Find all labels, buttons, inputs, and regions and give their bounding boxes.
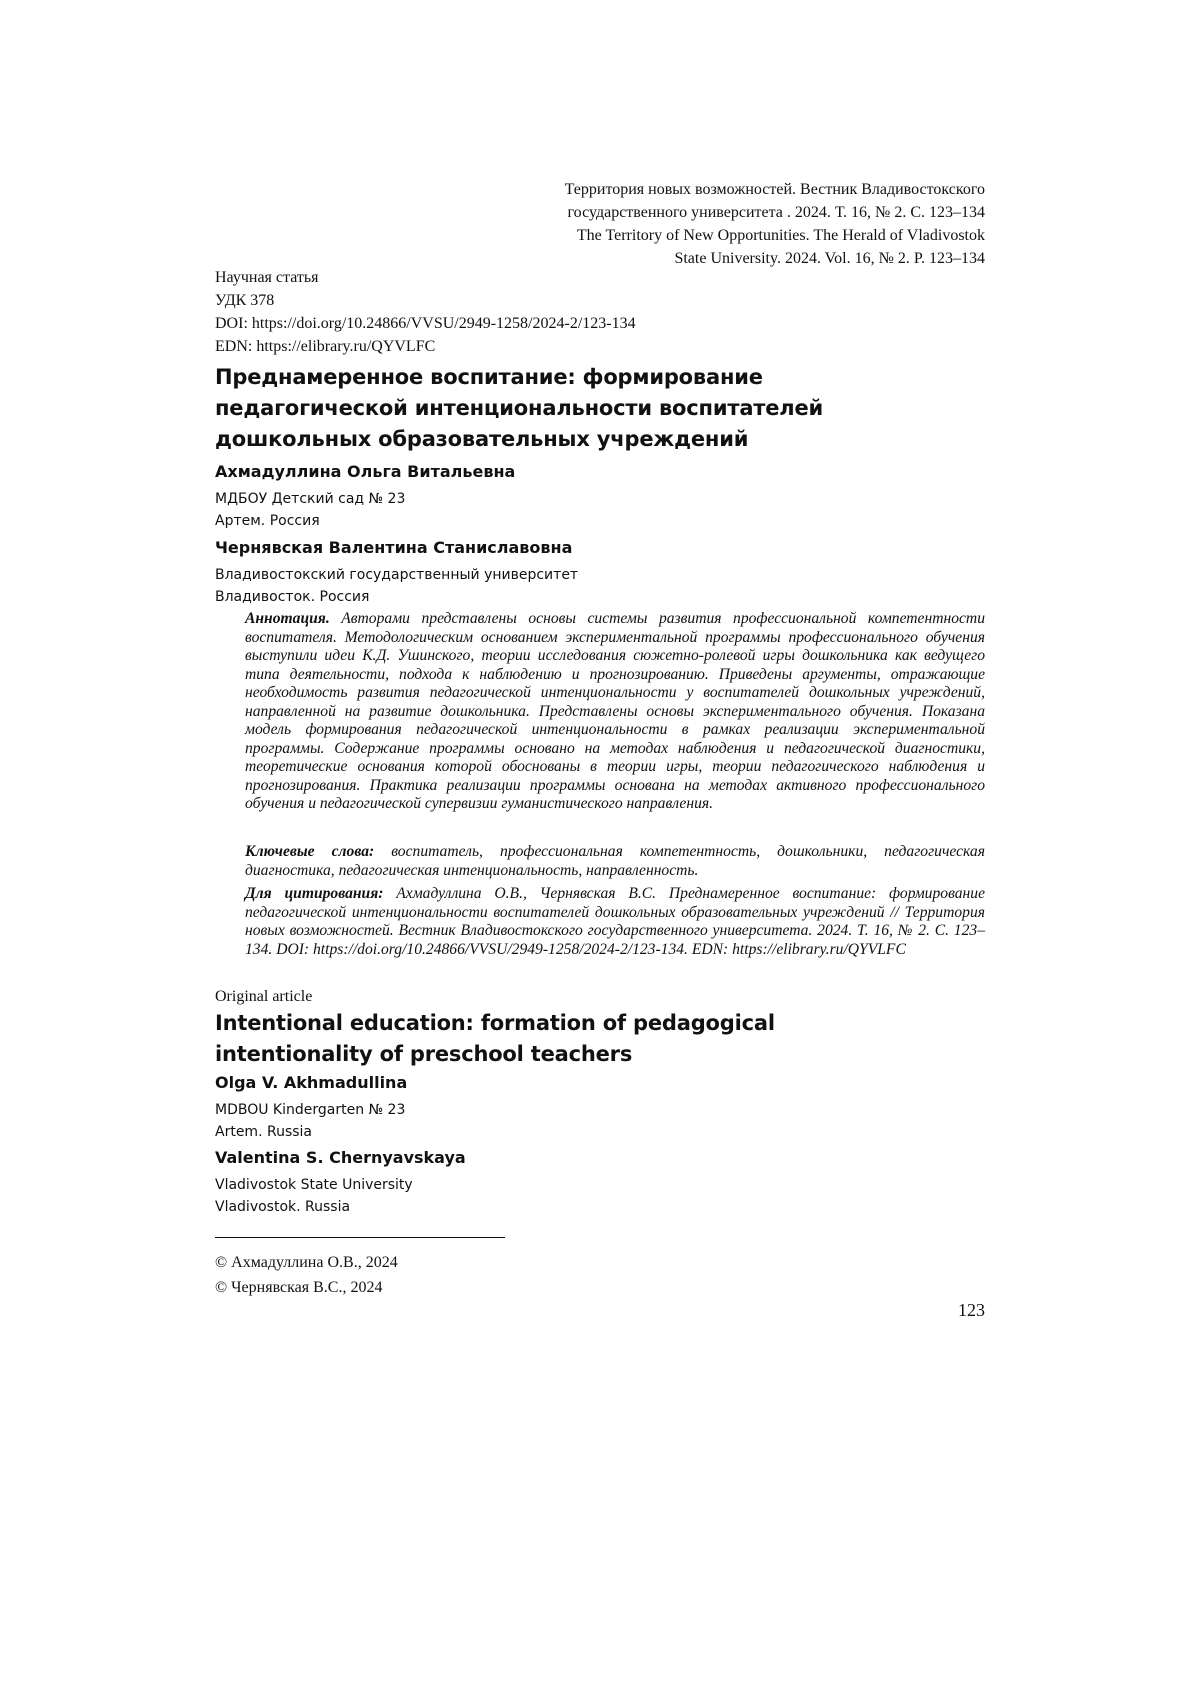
author-affiliation — [215, 1099, 405, 1143]
journal-header-line: The Territory of New Opportunities. The Herald of Vladivostok — [500, 224, 985, 247]
author-affiliation — [215, 1174, 413, 1218]
affiliation-org: Vladivostok State University — [215, 1174, 413, 1196]
abstract-text: Авторами представлены основы системы развития профессиональной компетентности воспитателя. Методологическим основанием экспериментальной программы профессионального обучения выступили идеи К.Д. Ушинского, теории исследования сюжетно-ролевой игры дошкольника как ведущего типа деятельности, подхода к наблюдению и прогнозированию. Приведены аргументы, отражающие необходимость развития педагогической интенциональности у воспитателей дошкольных учреждений, направленной на развитие дошкольника. Представлены основы экспериментального обучения. Показана модель формирования педагогической интенциональности в рамках реализации экспериментальной программы. Содержание программы основано на методах наблюдения и педагогической диагностики, теоретические основания которой обоснованы в теории игры, теории педагогического наблюдения и прогнозирования. Практика реализации программы основана на методах активного профессионального обучения и педагогической супервизии гуманистического направления. — [245, 610, 985, 812]
author-affiliation — [215, 488, 405, 532]
author-name: Olga V. Akhmadullina — [215, 1073, 407, 1092]
affiliation-city: Владивосток. Россия — [215, 586, 578, 608]
journal-header-line: государственного университета . 2024. Т. 16, № 2. С. 123–134 — [500, 201, 985, 224]
author-name: Чернявская Валентина Станиславовна — [215, 538, 572, 557]
affiliation-org: Владивостокский государственный университет — [215, 564, 578, 586]
copyright-line: © Ахмадуллина О.В., 2024 — [215, 1250, 398, 1275]
keywords-label: Ключевые слова: — [245, 843, 374, 860]
citation — [245, 885, 985, 959]
author-name: Ахмадуллина Ольга Витальевна — [215, 462, 515, 481]
citation-label: Для цитирования: — [245, 885, 383, 902]
copyright-line: © Чернявская В.С., 2024 — [215, 1275, 398, 1300]
keywords-text: воспитатель, профессиональная компетентность, дошкольники, педагогическая диагностика, педагогическая интенциональность, направленность. — [245, 843, 985, 879]
abstract-label: Аннотация. — [245, 610, 330, 627]
udc-code: УДК 378 — [215, 289, 636, 312]
footnote-divider — [215, 1237, 505, 1238]
page-number: 123 — [940, 1300, 985, 1321]
affiliation-org: МДБОУ Детский сад № 23 — [215, 488, 405, 510]
article-title-ru: Преднамеренное воспитание: формирование педагогической интенциональности воспитателей дошкольных образовательных учреждений — [215, 362, 935, 455]
journal-header-line: Территория новых возможностей. Вестник Владивостокского — [500, 178, 985, 201]
keywords — [245, 843, 985, 880]
edn-link[interactable]: EDN: https://elibrary.ru/QYVLFC — [215, 335, 636, 358]
affiliation-city: Artem. Russia — [215, 1121, 405, 1143]
copyright-notes — [215, 1250, 398, 1300]
journal-header — [500, 178, 985, 270]
article-type-en: Original article — [215, 988, 312, 1006]
journal-header-line: State University. 2024. Vol. 16, № 2. P. 123–134 — [500, 247, 985, 270]
author-affiliation — [215, 564, 578, 608]
affiliation-org: MDBOU Kindergarten № 23 — [215, 1099, 405, 1121]
article-meta — [215, 266, 636, 358]
affiliation-city: Vladivostok. Russia — [215, 1196, 413, 1218]
doi-link[interactable]: DOI: https://doi.org/10.24866/VVSU/2949-1258/2024-2/123-134 — [215, 312, 636, 335]
author-name: Valentina S. Chernyavskaya — [215, 1148, 466, 1167]
article-type: Научная статья — [215, 266, 636, 289]
citation-text: Ахмадуллина О.В., Чернявская В.С. Преднамеренное воспитание: формирование педагогической интенциональности воспитателей дошкольных образовательных учреждений // Территория новых возможностей. Вестник Владивостокского государственного университета. 2024. Т. 16, № 2. С. 123–134. DOI: https://doi.org/10.24866/VVSU/2949-1258/2024-2/123-134. EDN: https://elibrary.ru/QYVLFC — [245, 885, 985, 958]
affiliation-city: Артем. Россия — [215, 510, 405, 532]
article-title-en: Intentional education: formation of pedagogical intentionality of preschool teachers — [215, 1008, 835, 1070]
abstract — [245, 610, 985, 814]
